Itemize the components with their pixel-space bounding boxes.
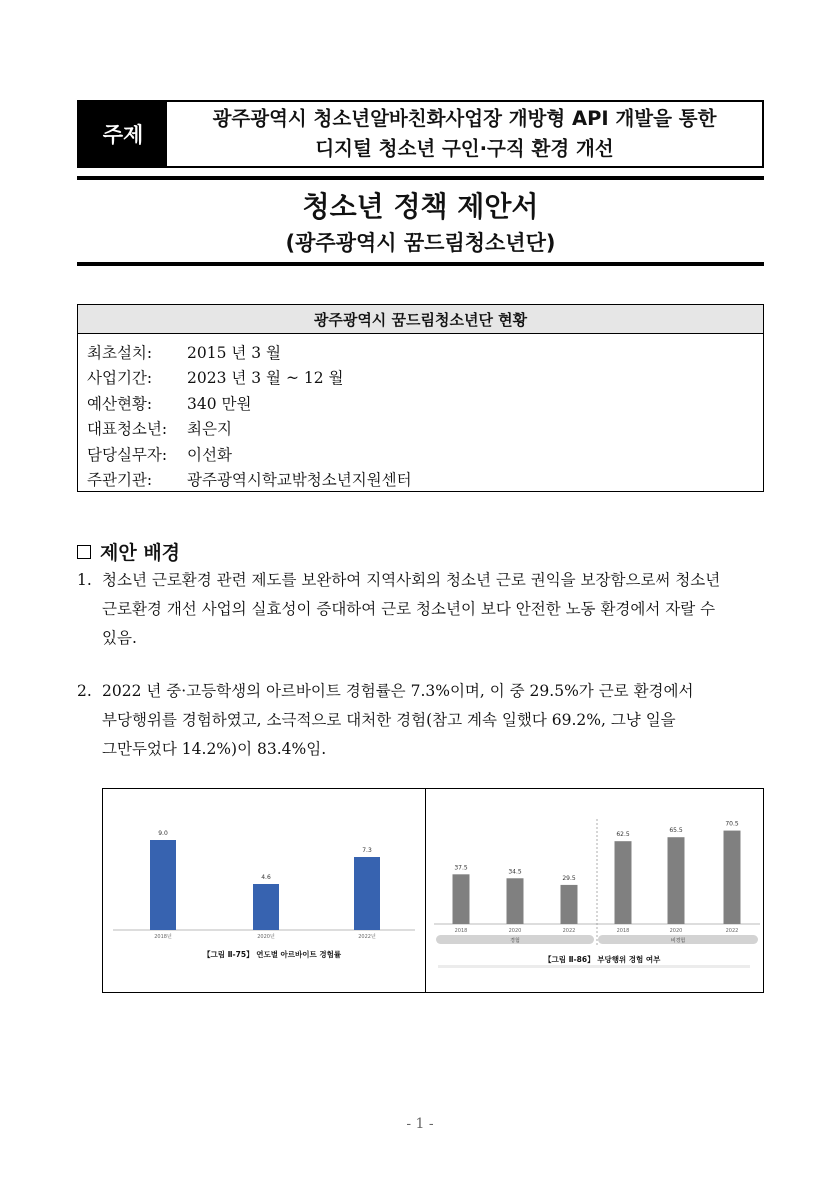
figure-frame xyxy=(102,788,764,993)
bar-value-label: 29.5 xyxy=(562,874,576,882)
status-table-header: 광주광역시 꿈드림청소년단 현황 xyxy=(78,305,763,334)
x-tick-label: 2018 xyxy=(454,928,468,934)
status-value: 340 만원 xyxy=(187,394,252,413)
topic-line-2: 디지털 청소년 구인·구직 환경 개선 xyxy=(315,137,614,160)
status-row xyxy=(87,416,763,442)
item-number: 2. xyxy=(77,682,92,700)
status-row xyxy=(87,390,763,416)
bar-value-label: 4.6 xyxy=(261,874,271,881)
item-line: 청소년 근로환경 관련 제도를 보완하여 지역사회의 청소년 근로 권익을 보장함으로써 청소년 xyxy=(102,571,721,589)
status-key: 사업기간: xyxy=(87,369,153,388)
page-number: - 1 - xyxy=(406,1116,434,1132)
document-subtitle: (광주광역시 꿈드림청소년단) xyxy=(285,231,556,255)
title-top-rule xyxy=(77,176,764,180)
chart-work-experience xyxy=(103,789,423,991)
status-row xyxy=(87,441,763,467)
status-row xyxy=(87,365,763,391)
group-label: 경험 xyxy=(510,938,520,944)
bar-value-label: 62.5 xyxy=(616,831,630,839)
status-value: 이선화 xyxy=(187,445,232,464)
bar xyxy=(354,857,380,930)
bar xyxy=(724,831,741,924)
status-table xyxy=(77,304,764,492)
status-key: 담당실무자: xyxy=(87,445,168,464)
background-item-1 xyxy=(77,566,767,653)
bar-value-label: 9.0 xyxy=(158,830,168,837)
x-tick-label: 2022 xyxy=(562,928,576,934)
x-tick-label: 2020 xyxy=(508,928,522,934)
x-tick-label: 2020 xyxy=(669,928,683,934)
section-heading-text: 제안 배경 xyxy=(100,542,181,564)
bar xyxy=(453,874,470,924)
topic-box xyxy=(77,100,764,168)
status-key: 주관기관: xyxy=(87,471,153,490)
bar-value-label: 34.5 xyxy=(508,868,522,876)
group-label: 비경험 xyxy=(670,938,686,944)
status-row xyxy=(87,467,763,493)
status-row xyxy=(87,339,763,365)
background-item-2 xyxy=(77,677,767,764)
chart-panel-right xyxy=(426,789,763,992)
x-tick-label: 2020년 xyxy=(257,934,275,940)
document-title: 청소년 정책 제안서 xyxy=(302,190,539,223)
status-key: 최초설치: xyxy=(87,343,153,362)
status-value: 최은지 xyxy=(187,420,232,439)
caption-underline xyxy=(438,965,750,968)
chart-panel-left xyxy=(103,789,426,992)
bar xyxy=(507,878,524,924)
chart-left-caption: 【그림 Ⅱ-75】 연도별 아르바이트 경험률 xyxy=(203,950,342,959)
x-tick-label: 2022 xyxy=(725,928,739,934)
item-line: 있음. xyxy=(102,629,137,647)
bar xyxy=(253,884,279,930)
item-line: 2022 년 중·고등학생의 아르바이트 경험률은 7.3%이며, 이 중 29.5%가 근로 환경에서 xyxy=(102,682,694,700)
bar xyxy=(668,837,685,924)
item-line: 그만두었다 14.2%)이 83.4%임. xyxy=(102,740,327,758)
chart-right-caption: 【그림 Ⅱ-86】 부당행위 경험 여부 xyxy=(544,955,661,964)
status-value: 2023 년 3 월 ~ 12 월 xyxy=(187,369,344,388)
item-number: 1. xyxy=(77,571,92,589)
item-line: 근로환경 개선 사업의 실효성이 증대하여 근로 청소년이 보다 안전한 노동 환경에서 자랄 수 xyxy=(102,600,716,618)
square-bullet-icon xyxy=(77,545,91,559)
bar-value-label: 70.5 xyxy=(725,820,739,828)
status-value: 2015 년 3 월 xyxy=(187,343,282,362)
topic-text xyxy=(167,102,762,166)
title-bottom-rule xyxy=(77,262,764,266)
x-tick-label: 2018년 xyxy=(154,934,172,940)
item-line: 부당행위를 경험하였고, 소극적으로 대처한 경험(참고 계속 일했다 69.2%, 그냥 일을 xyxy=(102,711,676,729)
bar-value-label: 37.5 xyxy=(454,864,468,872)
x-tick-label: 2018 xyxy=(616,928,630,934)
status-key: 예산현황: xyxy=(87,394,153,413)
bar xyxy=(561,885,578,924)
bar xyxy=(150,840,176,930)
bar-value-label: 65.5 xyxy=(669,827,683,835)
bar xyxy=(615,841,632,924)
x-tick-label: 2022년 xyxy=(358,934,376,940)
topic-label: 주제 xyxy=(79,102,167,166)
status-key: 대표청소년: xyxy=(87,420,168,439)
section-heading xyxy=(77,538,180,565)
bar-value-label: 7.3 xyxy=(362,847,372,854)
status-value: 광주광역시학교밖청소년지원센터 xyxy=(187,471,412,490)
topic-line-1: 광주광역시 청소년알바친화사업장 개방형 API 개발을 통한 xyxy=(212,107,717,130)
